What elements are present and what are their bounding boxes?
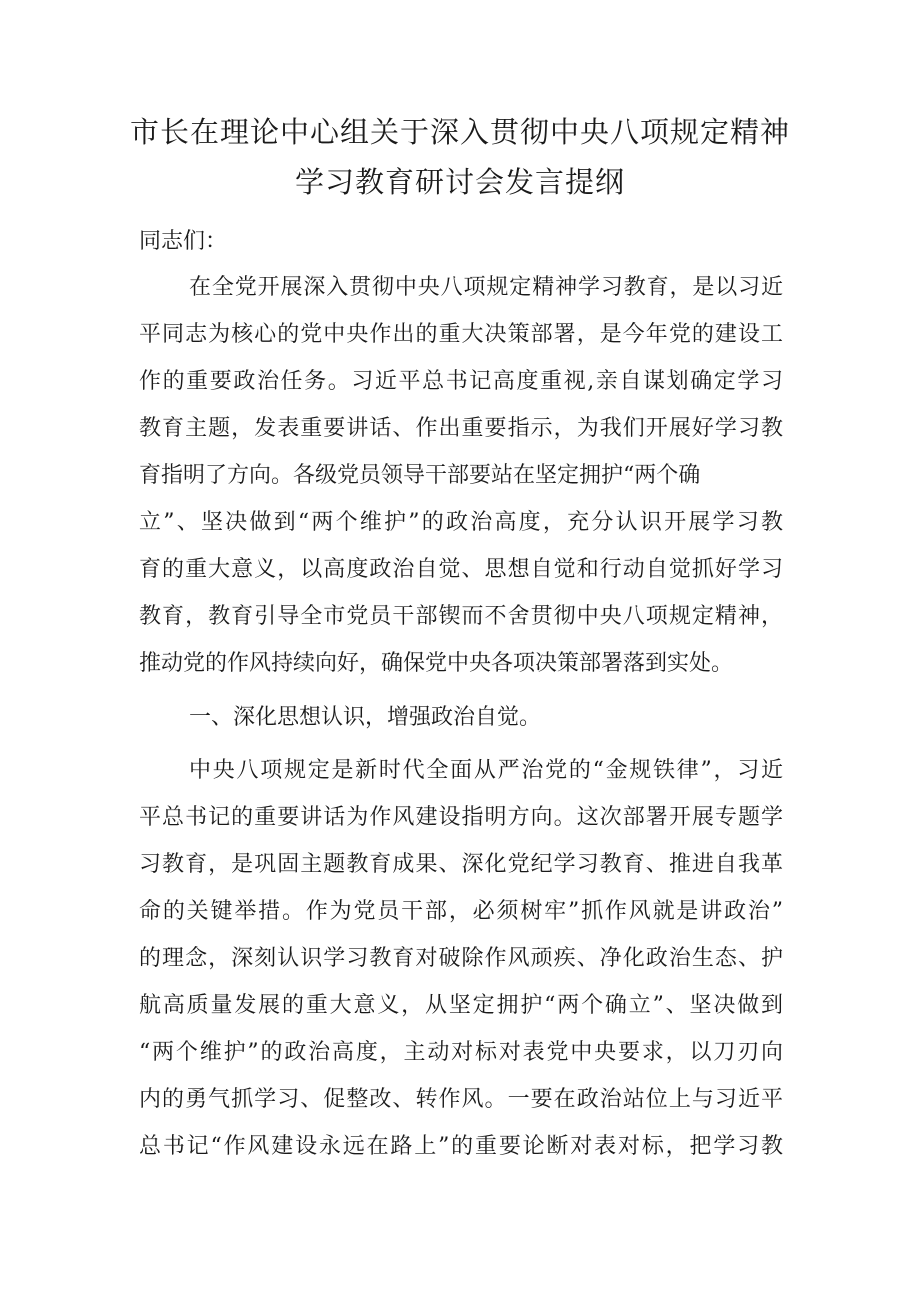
paragraph-line: 作的重要政治任务。习近平总书记高度重视,亲自谋划确定学习: [139, 369, 783, 394]
paragraph-line: 中央八项规定是新时代全面从严治党的“金规铁律”，习近: [189, 758, 783, 783]
section-heading: 一、深化思想认识，增强政治自觉。: [189, 705, 542, 730]
salutation: 同志们：: [139, 229, 228, 254]
paragraph-line: 教育主题，发表重要讲话、作出重要指示，为我们开展好学习教: [139, 416, 783, 441]
paragraph-line: 命的关键举措。作为党员干部，必须树牢”抓作风就是讲政治”: [139, 899, 783, 924]
paragraph-line: 推动党的作风持续向好，确保党中央各项决策部署落到实处。: [139, 651, 734, 676]
document-title-line-1: 市长在理论中心组关于深入贯彻中央八项规定精神: [129, 115, 790, 149]
paragraph-line: 立”、坚决做到“两个维护”的政治高度，充分认识开展学习教: [139, 510, 783, 535]
paragraph-line: 总书记“作风建设永远在路上”的重要论断对表对标，把学习教: [139, 1134, 783, 1159]
paragraph-line: 习教育，是巩固主题教育成果、深化党纪学习教育、推进自我革: [139, 852, 783, 877]
paragraph-line: 在全党开展深入贯彻中央八项规定精神学习教育，是以习近: [189, 275, 783, 300]
paragraph-line: 平总书记的重要讲话为作风建设指明方向。这次部署开展专题学: [139, 805, 783, 830]
paragraph-line: 育的重大意义，以高度政治自觉、思想自觉和行动自觉抓好学习: [139, 557, 783, 582]
paragraph-line: 航高质量发展的重大意义，从坚定拥护“两个确立”、坚决做到: [139, 993, 783, 1018]
paragraph-line: “两个维护”的政治高度，主动对标对表党中央要求，以刀刃向: [139, 1040, 783, 1065]
paragraph-line: 内的勇气抓学习、促整改、转作风。一要在政治站位上与习近平: [139, 1087, 783, 1112]
document-title-line-2: 学习教育研讨会发言提纲: [294, 165, 625, 199]
paragraph-line: 的理念，深刻认识学习教育对破除作风顽疾、净化政治生态、护: [139, 946, 783, 971]
paragraph-line: 教育，教育引导全市党员干部锲而不舍贯彻中央八项规定精神，: [139, 604, 783, 629]
paragraph-line: 育指明了方向。各级党员领导干部要站在坚定拥护“两个确: [139, 463, 701, 488]
paragraph-line: 平同志为核心的党中央作出的重大决策部署，是今年党的建设工: [139, 322, 783, 347]
